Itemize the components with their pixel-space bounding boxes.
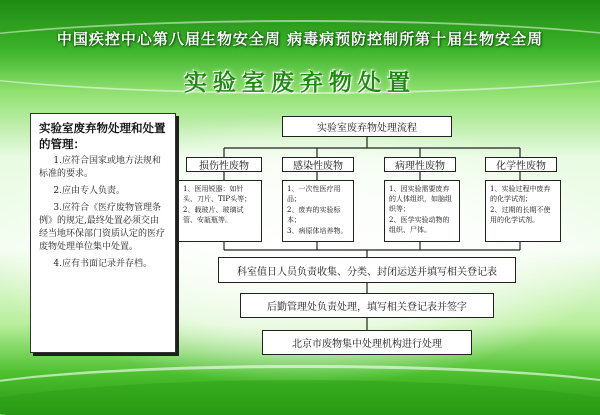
page-title: 实验室废弃物处置	[184, 69, 416, 96]
category-list-chemical	[485, 180, 561, 242]
flow-step-logistics: 后勤管理处负责处理，填写相关登记表并签字	[240, 293, 494, 318]
flow-step-collection: 科室值日人员负责收集、分类、封闭运送并填写相关登记表	[218, 257, 516, 283]
management-item: 3.应符合《医疗废物管理条例》的规定,最终处置必须交由经当地环保部门资质认定的医疗废物处理单位集中处置。	[39, 203, 166, 252]
list-item: 2、过期的长期不使用的化学试剂。	[490, 206, 551, 224]
management-item: 2.应由专人负责。	[53, 186, 125, 196]
list-item: 1、因实验需要废弃的人体组织，如脑组织等；	[389, 185, 452, 213]
category-list-infectious	[282, 180, 354, 242]
category-header-infectious: 感染性废物	[282, 157, 354, 172]
list-item: 3、病原体培养物。	[287, 227, 348, 235]
management-item: 4.应有书面记录并存档。	[53, 259, 152, 269]
category-header-chemical: 化学性废物	[485, 157, 557, 172]
flow-step-final-disposal: 北京市废物集中处理机构进行处理	[262, 330, 472, 355]
list-item: 2、医学实验动物的组织、尸体。	[389, 216, 450, 234]
category-header-pathological: 病理性废物	[384, 157, 456, 172]
list-item: 1、实验过程中废弃的化学试剂；	[490, 185, 551, 203]
management-title: 实验室废弃物处理和处置的管理：	[39, 121, 166, 151]
category-list-pathological	[384, 180, 460, 242]
list-item: 1、医用锐器：如针头、刀片、TIP头等；	[183, 185, 252, 203]
list-item: 2、载玻片、玻璃试管、安瓿瓶等。	[183, 206, 244, 224]
management-item: 1.应符合国家或地方法规和标准的要求。	[39, 156, 161, 179]
event-header: 中国疾控中心第八届生物安全周 病毒病预防控制所第十届生物安全周	[56, 30, 544, 48]
list-item: 2、废弃的实验标本；	[287, 206, 341, 224]
list-item: 1、一次性医疗用品；	[287, 185, 341, 203]
flow-title-box: 实验室废弃物处理流程	[282, 116, 452, 137]
category-list-sharps	[178, 180, 262, 242]
category-header-sharps: 损伤性废物	[186, 157, 262, 172]
